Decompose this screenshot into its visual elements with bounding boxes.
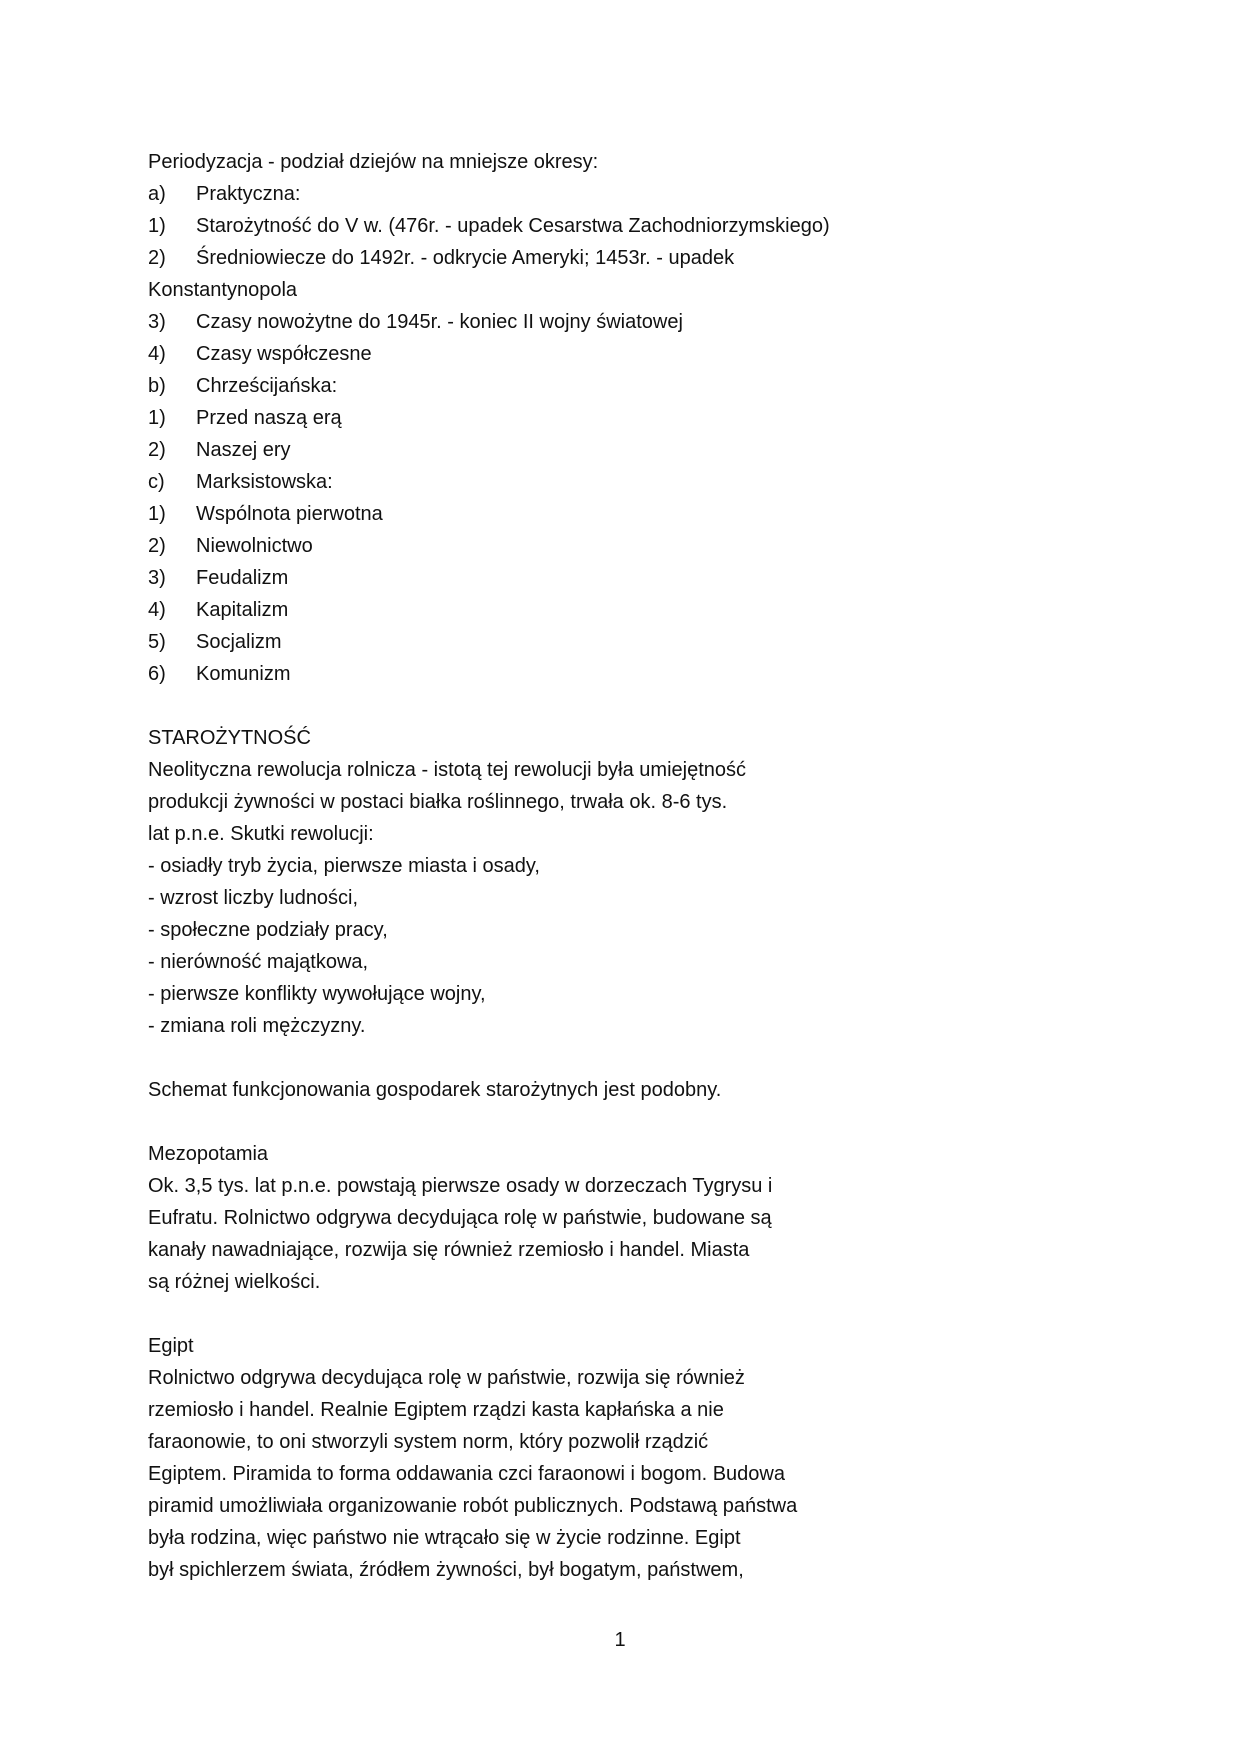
- list-item: Marksistowska:: [196, 471, 333, 493]
- list-item: Feudalizm: [196, 567, 289, 589]
- continuation-line: Konstantynopola: [148, 279, 298, 301]
- paragraph-line: lat p.n.e. Skutki rewolucji:: [148, 823, 374, 845]
- paragraph-line: produkcji żywności w postaci białka roślinnego, trwała ok. 8-6 tys.: [148, 791, 728, 813]
- list-marker: 2): [148, 535, 166, 557]
- list-marker: b): [148, 375, 166, 397]
- list-marker: 1): [148, 215, 166, 237]
- paragraph-line: piramid umożliwiała organizowanie robót publicznych. Podstawą państwa: [148, 1495, 798, 1517]
- bullet-line: - zmiana roli mężczyzny.: [148, 1015, 366, 1037]
- list-item: Przed naszą erą: [196, 407, 342, 429]
- list-marker: 6): [148, 663, 166, 685]
- section-heading-ancient: STAROŻYTNOŚĆ: [148, 727, 311, 749]
- list-marker: 3): [148, 311, 166, 333]
- section-heading-egypt: Egipt: [148, 1335, 194, 1357]
- list-marker: 5): [148, 631, 166, 653]
- bullet-line: - osiadły tryb życia, pierwsze miasta i osady,: [148, 855, 540, 877]
- paragraph-line: Eufratu. Rolnictwo odgrywa decydująca rolę w państwie, budowane są: [148, 1207, 772, 1229]
- paragraph-line: rzemiosło i handel. Realnie Egiptem rządzi kasta kapłańska a nie: [148, 1399, 724, 1421]
- page-number: 1: [614, 1629, 626, 1651]
- list-item: Starożytność do V w. (476r. - upadek Cesarstwa Zachodniorzymskiego): [196, 215, 830, 237]
- list-item: Chrześcijańska:: [196, 375, 338, 397]
- list-marker: 4): [148, 343, 166, 365]
- paragraph-line: Neolityczna rewolucja rolnicza - istotą tej rewolucji była umiejętność: [148, 759, 747, 781]
- list-item: Socjalizm: [196, 631, 282, 653]
- list-item: Kapitalizm: [196, 599, 289, 621]
- list-marker: a): [148, 183, 166, 205]
- list-marker: 4): [148, 599, 166, 621]
- schema-line: Schemat funkcjonowania gospodarek starożytnych jest podobny.: [148, 1079, 722, 1101]
- list-item: Czasy współczesne: [196, 343, 372, 365]
- paragraph-line: Egiptem. Piramida to forma oddawania czci faraonowi i bogom. Budowa: [148, 1463, 785, 1485]
- paragraph-line: była rodzina, więc państwo nie wtrącało się w życie rodzinne. Egipt: [148, 1527, 741, 1549]
- bullet-line: - społeczne podziały pracy,: [148, 919, 388, 941]
- list-item: Średniowiecze do 1492r. - odkrycie Ameryki; 1453r. - upadek: [196, 247, 735, 269]
- paragraph-line: kanały nawadniające, rozwija się również rzemiosło i handel. Miasta: [148, 1239, 750, 1261]
- list-marker: 1): [148, 407, 166, 429]
- list-marker: 2): [148, 247, 166, 269]
- list-item: Naszej ery: [196, 439, 291, 461]
- list-item: Czasy nowożytne do 1945r. - koniec II wojny światowej: [196, 311, 683, 333]
- list-marker: 3): [148, 567, 166, 589]
- paragraph-line: Ok. 3,5 tys. lat p.n.e. powstają pierwsze osady w dorzeczach Tygrysu i: [148, 1175, 773, 1197]
- list-item: Komunizm: [196, 663, 291, 685]
- intro-line: Periodyzacja - podział dziejów na mniejsze okresy:: [148, 151, 599, 173]
- paragraph-line: był spichlerzem świata, źródłem żywności, był bogatym, państwem,: [148, 1559, 744, 1581]
- list-marker: 1): [148, 503, 166, 525]
- list-item: Niewolnictwo: [196, 535, 313, 557]
- list-marker: c): [148, 471, 165, 493]
- paragraph-line: faraonowie, to oni stworzyli system norm, który pozwolił rządzić: [148, 1431, 709, 1453]
- bullet-line: - nierówność majątkowa,: [148, 951, 369, 973]
- bullet-line: - wzrost liczby ludności,: [148, 887, 359, 909]
- bullet-line: - pierwsze konflikty wywołujące wojny,: [148, 983, 486, 1005]
- list-item: Wspólnota pierwotna: [196, 503, 383, 525]
- list-marker: 2): [148, 439, 166, 461]
- list-item: Praktyczna:: [196, 183, 301, 205]
- paragraph-line: Rolnictwo odgrywa decydująca rolę w państwie, rozwija się również: [148, 1367, 745, 1389]
- section-heading-mesopotamia: Mezopotamia: [148, 1143, 269, 1165]
- paragraph-line: są różnej wielkości.: [148, 1271, 321, 1293]
